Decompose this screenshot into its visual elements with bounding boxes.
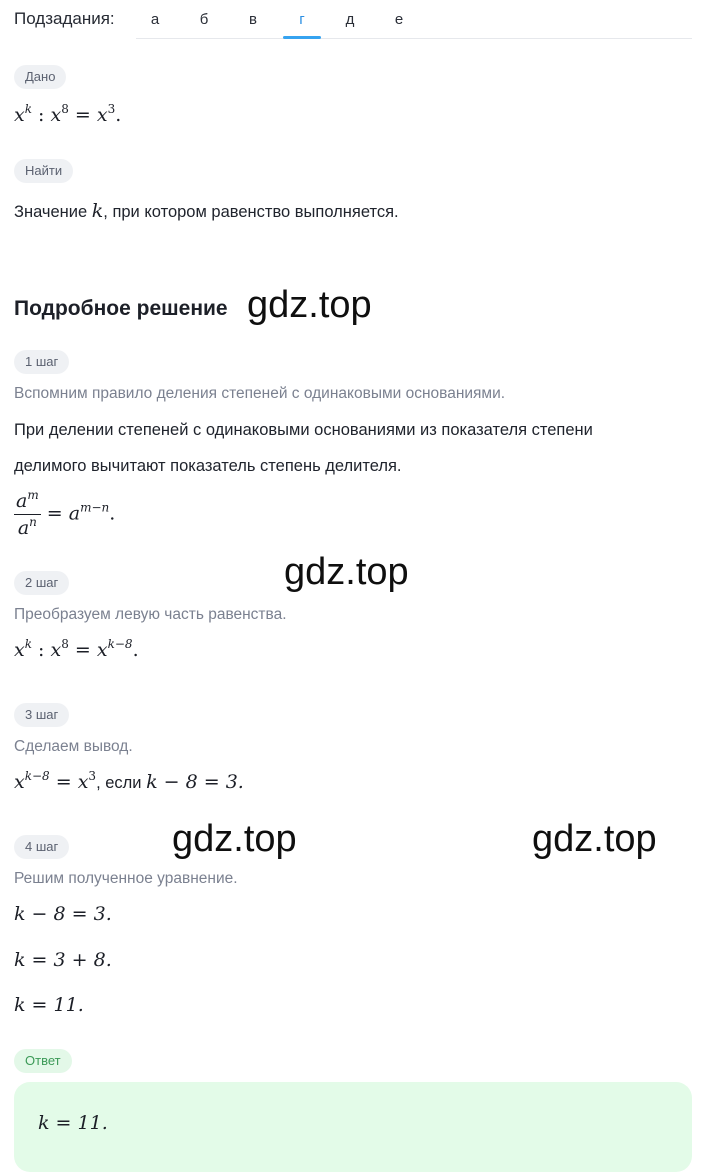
step-2-formula: $x^k$ : $x^8 = x^{k-8}$. <box>14 637 139 661</box>
step-1-badge: 1 шаг <box>14 350 69 374</box>
tabs-divider <box>136 38 692 39</box>
watermark: gdz.top <box>532 818 657 860</box>
given-expression: $x^k$ : $x^8 = x^3$. <box>14 102 122 126</box>
step-1-text-line-2: делимого вычитают показатель степень делителя. <box>14 457 402 475</box>
step-4-line-3: k = 11. <box>14 994 84 1016</box>
tab-e[interactable]: е <box>394 11 404 28</box>
answer-box <box>14 1082 692 1172</box>
tab-v[interactable]: в <box>249 11 257 28</box>
tab-a[interactable]: а <box>150 11 160 28</box>
watermark: gdz.top <box>284 551 409 593</box>
step-1-formula: $\frac{a^m}{a^n}$ = $a^{m-n}$. <box>16 488 116 539</box>
step-1-hint: Вспомним правило деления степеней с одинаковыми основаниями. <box>14 385 506 402</box>
step-4-hint: Решим полученное уравнение. <box>14 870 238 887</box>
step-3-formula: $x^{k-8} = x^3$, если k − 8 = 3. <box>14 769 244 793</box>
step-2-badge: 2 шаг <box>14 571 69 595</box>
watermark: gdz.top <box>172 818 297 860</box>
step-3-badge: 3 шаг <box>14 703 69 727</box>
tab-b[interactable]: б <box>199 11 209 28</box>
watermark: gdz.top <box>247 284 372 326</box>
tab-g[interactable]: г <box>299 11 305 28</box>
step-4-line-2: k = 3 + 8. <box>14 949 112 971</box>
given-badge: Дано <box>14 65 66 89</box>
step-3-hint: Сделаем вывод. <box>14 738 133 755</box>
find-text: Значение k, при котором равенство выполняется. <box>14 200 399 222</box>
find-badge: Найти <box>14 159 73 183</box>
step-1-text-line-1: При делении степеней с одинаковыми основаниями из показателя степени <box>14 421 593 439</box>
tab-d[interactable]: д <box>345 11 355 28</box>
answer-badge: Ответ <box>14 1049 72 1073</box>
step-2-hint: Преобразуем левую часть равенства. <box>14 606 287 623</box>
active-tab-indicator <box>283 36 321 39</box>
subtasks-label: Подзадания: <box>14 9 115 28</box>
step-4-line-1: k − 8 = 3. <box>14 903 112 925</box>
answer-value: k = 11. <box>38 1112 108 1134</box>
fraction: $\frac{a^m}{a^n}$ <box>16 488 39 539</box>
solution-title: Подробное решение <box>14 297 228 320</box>
step-4-badge: 4 шаг <box>14 835 69 859</box>
